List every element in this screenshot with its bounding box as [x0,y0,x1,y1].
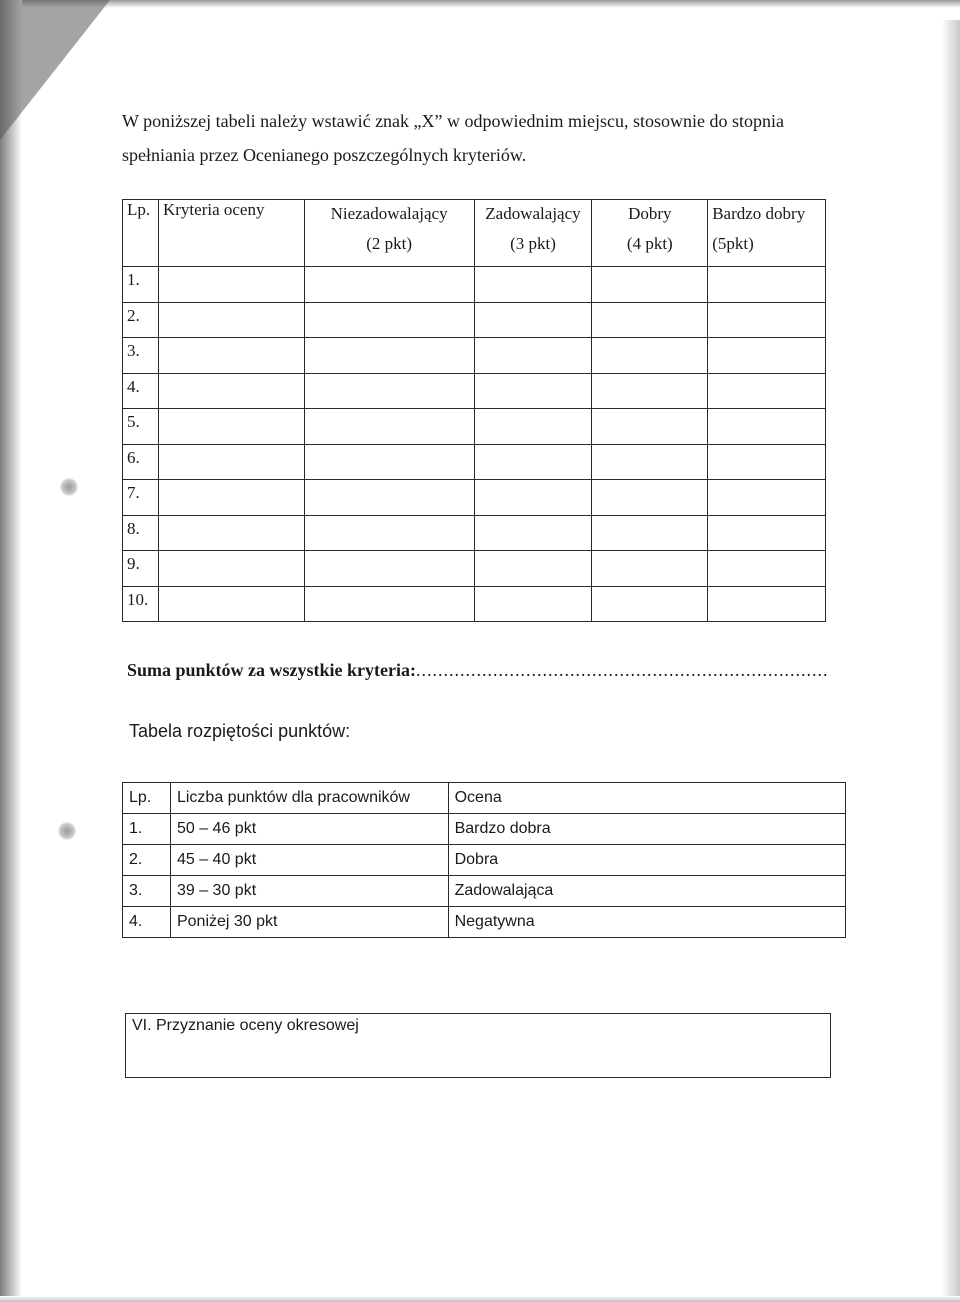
criterion-cell[interactable] [158,373,304,409]
criterion-cell[interactable] [158,515,304,551]
range-header-points: Liczba punktów dla pracowników [170,783,448,814]
range-header-row [123,783,846,814]
row-number: 3. [123,338,159,374]
range-lp: 3. [123,876,171,907]
range-header-grade: Ocena [448,783,845,814]
row-number: 7. [123,480,159,516]
header-zadowalajacy-label: Zadowalający [485,204,581,223]
mark-cell-bardzo-dobry[interactable] [708,409,826,445]
punch-hole-mark [60,478,78,496]
row-number: 1. [123,267,159,303]
range-row [123,907,846,938]
mark-cell-bardzo-dobry[interactable] [708,338,826,374]
criteria-row [123,338,826,374]
criteria-row [123,267,826,303]
mark-cell-zadowalajacy[interactable] [474,444,592,480]
criterion-cell[interactable] [158,267,304,303]
criteria-row [123,302,826,338]
points-sum-label: Suma punktów za wszystkie kryteria: [127,660,417,680]
criteria-row [123,373,826,409]
mark-cell-zadowalajacy[interactable] [474,373,592,409]
mark-cell-niezadowalajacy[interactable] [304,267,474,303]
range-row [123,876,846,907]
mark-cell-niezadowalajacy[interactable] [304,409,474,445]
criteria-row [123,515,826,551]
periodic-grade-title: VI. Przyznanie oceny okresowej [132,1017,359,1034]
range-table-title: Tabela rozpiętości punktów: [129,721,351,741]
mark-cell-dobry[interactable] [592,515,708,551]
mark-cell-bardzo-dobry[interactable] [708,480,826,516]
mark-cell-bardzo-dobry[interactable] [708,444,826,480]
criterion-cell[interactable] [158,551,304,587]
scan-edge-right [942,20,960,1302]
mark-cell-niezadowalajacy[interactable] [304,444,474,480]
mark-cell-zadowalajacy[interactable] [474,515,592,551]
criteria-row [123,551,826,587]
row-number: 4. [123,373,159,409]
mark-cell-dobry[interactable] [592,267,708,303]
row-number: 6. [123,444,159,480]
mark-cell-niezadowalajacy[interactable] [304,302,474,338]
mark-cell-niezadowalajacy[interactable] [304,480,474,516]
mark-cell-zadowalajacy[interactable] [474,302,592,338]
mark-cell-dobry[interactable] [592,586,708,622]
header-dobry-points: (4 pkt) [626,234,673,253]
mark-cell-niezadowalajacy[interactable] [304,373,474,409]
criteria-row [123,586,826,622]
criterion-cell[interactable] [158,409,304,445]
range-points: 50 – 46 pkt [170,814,448,845]
points-sum-fill-line[interactable]: ........................................................................... [416,660,829,680]
header-zadowalajacy-points: (3 pkt) [510,234,556,253]
range-grade: Bardzo dobra [448,814,845,845]
criteria-table [122,199,826,622]
header-bardzo-dobry-points: (5pkt) [712,234,754,253]
range-points: 45 – 40 pkt [170,845,448,876]
mark-cell-dobry[interactable] [592,551,708,587]
range-row [123,845,846,876]
range-grade: Dobra [448,845,845,876]
periodic-grade-box[interactable] [125,1013,831,1078]
mark-cell-bardzo-dobry[interactable] [708,586,826,622]
mark-cell-zadowalajacy[interactable] [474,480,592,516]
scan-edge-bottom [0,1296,960,1302]
header-niezadowalajacy-points: (2 pkt) [366,234,412,253]
header-lp: Lp. [123,200,159,267]
criterion-cell[interactable] [158,586,304,622]
points-sum-line [127,660,829,681]
criterion-cell[interactable] [158,302,304,338]
scan-edge-top [0,0,960,8]
mark-cell-zadowalajacy[interactable] [474,586,592,622]
range-grade: Negatywna [448,907,845,938]
range-grade: Zadowalająca [448,876,845,907]
row-number: 10. [123,586,159,622]
row-number: 2. [123,302,159,338]
header-bardzo-dobry-label: Bardzo dobry [712,204,806,223]
range-lp: 1. [123,814,171,845]
folded-corner-shadow [0,0,110,140]
criterion-cell[interactable] [158,338,304,374]
criterion-cell[interactable] [158,480,304,516]
range-lp: 4. [123,907,171,938]
mark-cell-bardzo-dobry[interactable] [708,267,826,303]
mark-cell-zadowalajacy[interactable] [474,551,592,587]
range-row [123,814,846,845]
mark-cell-dobry[interactable] [592,373,708,409]
criteria-row [123,444,826,480]
mark-cell-niezadowalajacy[interactable] [304,515,474,551]
criteria-header-row [123,200,826,267]
criteria-row [123,480,826,516]
mark-cell-zadowalajacy[interactable] [474,409,592,445]
mark-cell-bardzo-dobry[interactable] [708,373,826,409]
mark-cell-bardzo-dobry[interactable] [708,302,826,338]
header-zadowalajacy [474,200,592,267]
mark-cell-bardzo-dobry[interactable] [708,515,826,551]
mark-cell-niezadowalajacy[interactable] [304,338,474,374]
points-range-table [122,782,846,938]
mark-cell-bardzo-dobry[interactable] [708,551,826,587]
mark-cell-niezadowalajacy[interactable] [304,586,474,622]
header-dobry [592,200,708,267]
criteria-row [123,409,826,445]
punch-hole-mark [58,822,76,840]
header-kryteria: Kryteria oceny [158,200,304,267]
range-header-lp: Lp. [123,783,171,814]
header-bardzo-dobry [708,200,826,267]
row-number: 8. [123,515,159,551]
row-number: 5. [123,409,159,445]
range-points: Poniżej 30 pkt [170,907,448,938]
instruction-paragraph: W poniższej tabeli należy wstawić znak „X” w odpowiednim miejscu, stosownie do stopnia spełniania przez Ocenianego poszczególnych kryteriów. [122,111,785,165]
range-lp: 2. [123,845,171,876]
header-dobry-label: Dobry [628,204,672,223]
row-number: 9. [123,551,159,587]
header-niezadowalajacy-label: Niezadowalający [330,204,448,223]
range-points: 39 – 30 pkt [170,876,448,907]
header-niezadowalajacy [304,200,474,267]
criterion-cell[interactable] [158,444,304,480]
mark-cell-niezadowalajacy[interactable] [304,551,474,587]
mark-cell-zadowalajacy[interactable] [474,338,592,374]
mark-cell-dobry[interactable] [592,338,708,374]
mark-cell-dobry[interactable] [592,302,708,338]
scan-edge-left [0,0,22,1302]
mark-cell-dobry[interactable] [592,480,708,516]
mark-cell-dobry[interactable] [592,444,708,480]
mark-cell-dobry[interactable] [592,409,708,445]
mark-cell-zadowalajacy[interactable] [474,267,592,303]
